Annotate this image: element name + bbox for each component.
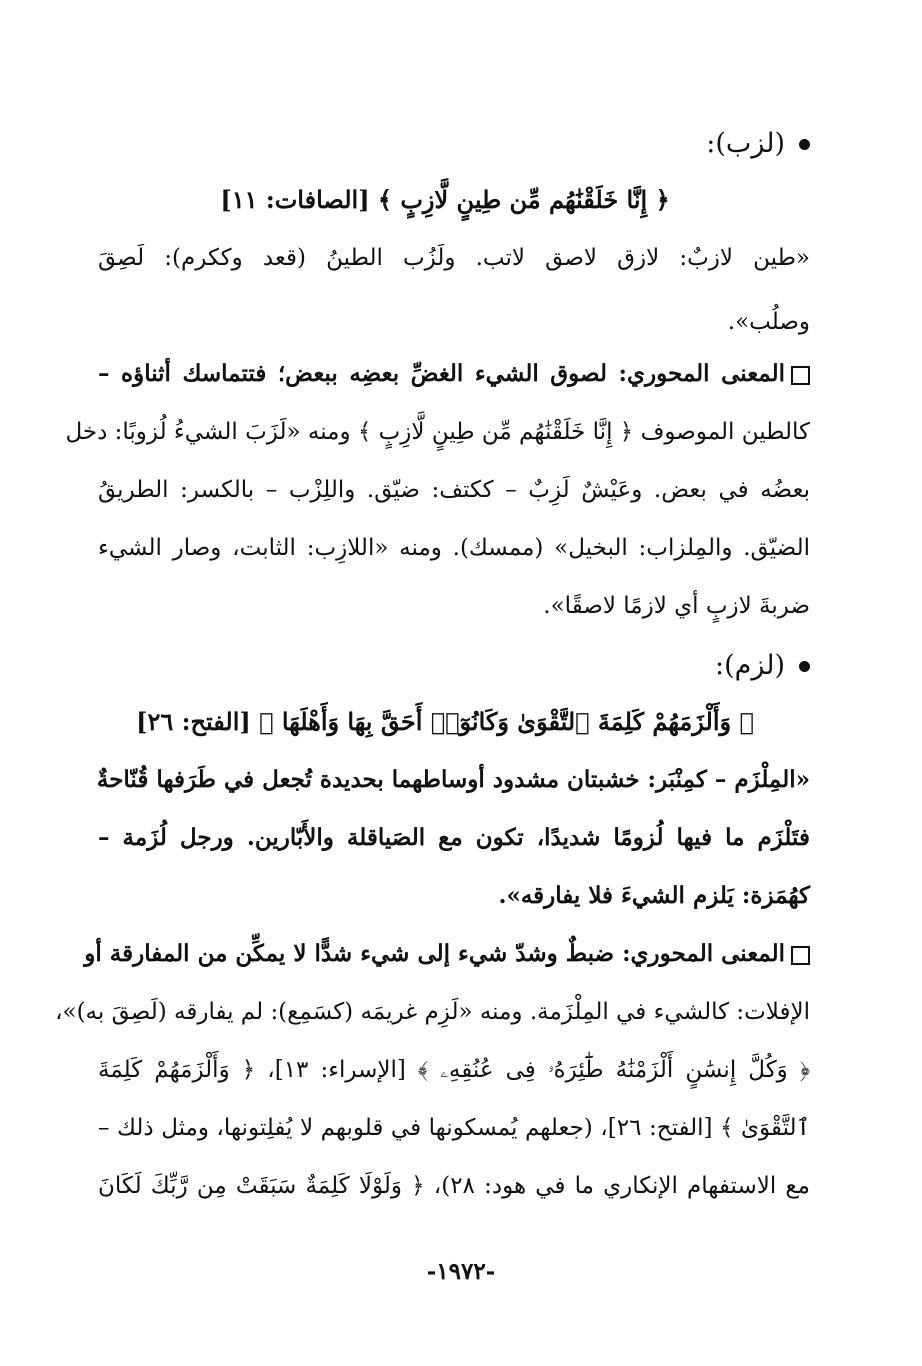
entry-heading-text: (لزب):	[706, 128, 785, 159]
bullet-icon	[799, 661, 810, 672]
definition-line: كهُمَزة: يَلزم الشيءَ فلا يفارقه».	[498, 882, 810, 909]
meaning-line: الضيّق. والمِلزاب: البخيل» (ممسك). ومنه «اللازِب: الثابت، وصار الشيء	[98, 535, 810, 561]
page-number: -١٩٧٢-	[426, 1258, 496, 1285]
meaning-line: ضربةَ لازبٍ أي لازمًا لاصقًا».	[543, 593, 810, 619]
meaning-line: بعضُه في بعض. وعَيْشٌ لَزِبٌ – ككتف: ضيّق. واللِزْب – بالكسر: الطريقُ	[98, 477, 810, 503]
meaning-line: ﴿ وَكُلَّ إِنسَٰنٍ أَلْزَمْنَٰهُ طَٰٓئِرَهُۥ فِى عُنُقِهِۦ ﴾ [الإسراء: ١٣]، ﴿ وَأَلْزَمَهُمْ كَلِمَةَ	[98, 1057, 810, 1083]
quran-verse: ﴿ إِنَّا خَلَقْنَٰهُم مِّن طِينٍ لَّازِبٍ ﴾ [الصافات: ١١]	[220, 185, 670, 214]
bullet-icon	[799, 139, 810, 150]
definition-line: وصلُب».	[727, 309, 810, 335]
entry-heading-text: (لزم):	[714, 650, 785, 681]
definition-line: «طين لازبٌ: لازق لاصق لاتب. ولَزُب الطينُ (قعد وككرم): لَصِقَ	[98, 245, 810, 271]
meaning-line: ٱلتَّقْوَىٰ ﴾ [الفتح: ٢٦]، (جعلهم يُمسكونها في قلوبهم لا يُفلِتونها، ومثل ذلك –	[98, 1115, 810, 1141]
meaning-line: كالطين الموصوف ﴿ إِنَّا خَلَقْنَٰهُم مِّن طِينٍ لَّازِبٍ ﴾ ومنه «لَزَبَ الشيءُ لُزوبًا: دخل	[65, 419, 810, 445]
entry-heading-lzb	[706, 124, 810, 164]
core-meaning-line: المعنى المحوري: ضبطٌ وشدّ شيء إلى شيء شدًّا لا يمكِّن من المفارقة أو	[98, 934, 810, 974]
definition-line: فتَلْزَم ما فيها لُزومًا شديدًا، تكون مع الصَياقلة والأَبّارين. ورجل لُزَمة –	[98, 824, 810, 851]
square-marker-icon	[791, 366, 810, 385]
definition-line: «المِلْزَم – كمِنْبَر: خشبتان مشدود أوساطهما بحديدة تُجعل في طَرَفها قُنّاحةٌ	[96, 766, 810, 793]
meaning-line: مع الاستفهام الإنكاري ما في هود: ٢٨)، ﴿ وَلَوْلَا كَلِمَةٌ سَبَقَتْ مِن رَّبِّكَ لَكَانَ	[98, 1173, 810, 1199]
square-marker-icon	[791, 946, 810, 965]
quran-verse: ﴿ وَأَلْزَمَهُمْ كَلِمَةَ ٱلتَّقْوَىٰ وَكَانُوٓا۟ أَحَقَّ بِهَا وَأَهْلَهَا ﴾ [الفتح: ٢٦]	[136, 707, 754, 736]
meaning-line: الإفلات: كالشيء في المِلْزَمة. ومنه «لَزِم غريمَه (كسَمِع): لم يفارقه (لَصِقَ به)»،	[55, 999, 810, 1025]
entry-heading-lzm	[715, 646, 810, 686]
core-meaning-line: المعنى المحوري: لصوق الشيء الغضِّ بعضِه ببعض؛ فتتماسك أثناؤه –	[98, 354, 810, 394]
